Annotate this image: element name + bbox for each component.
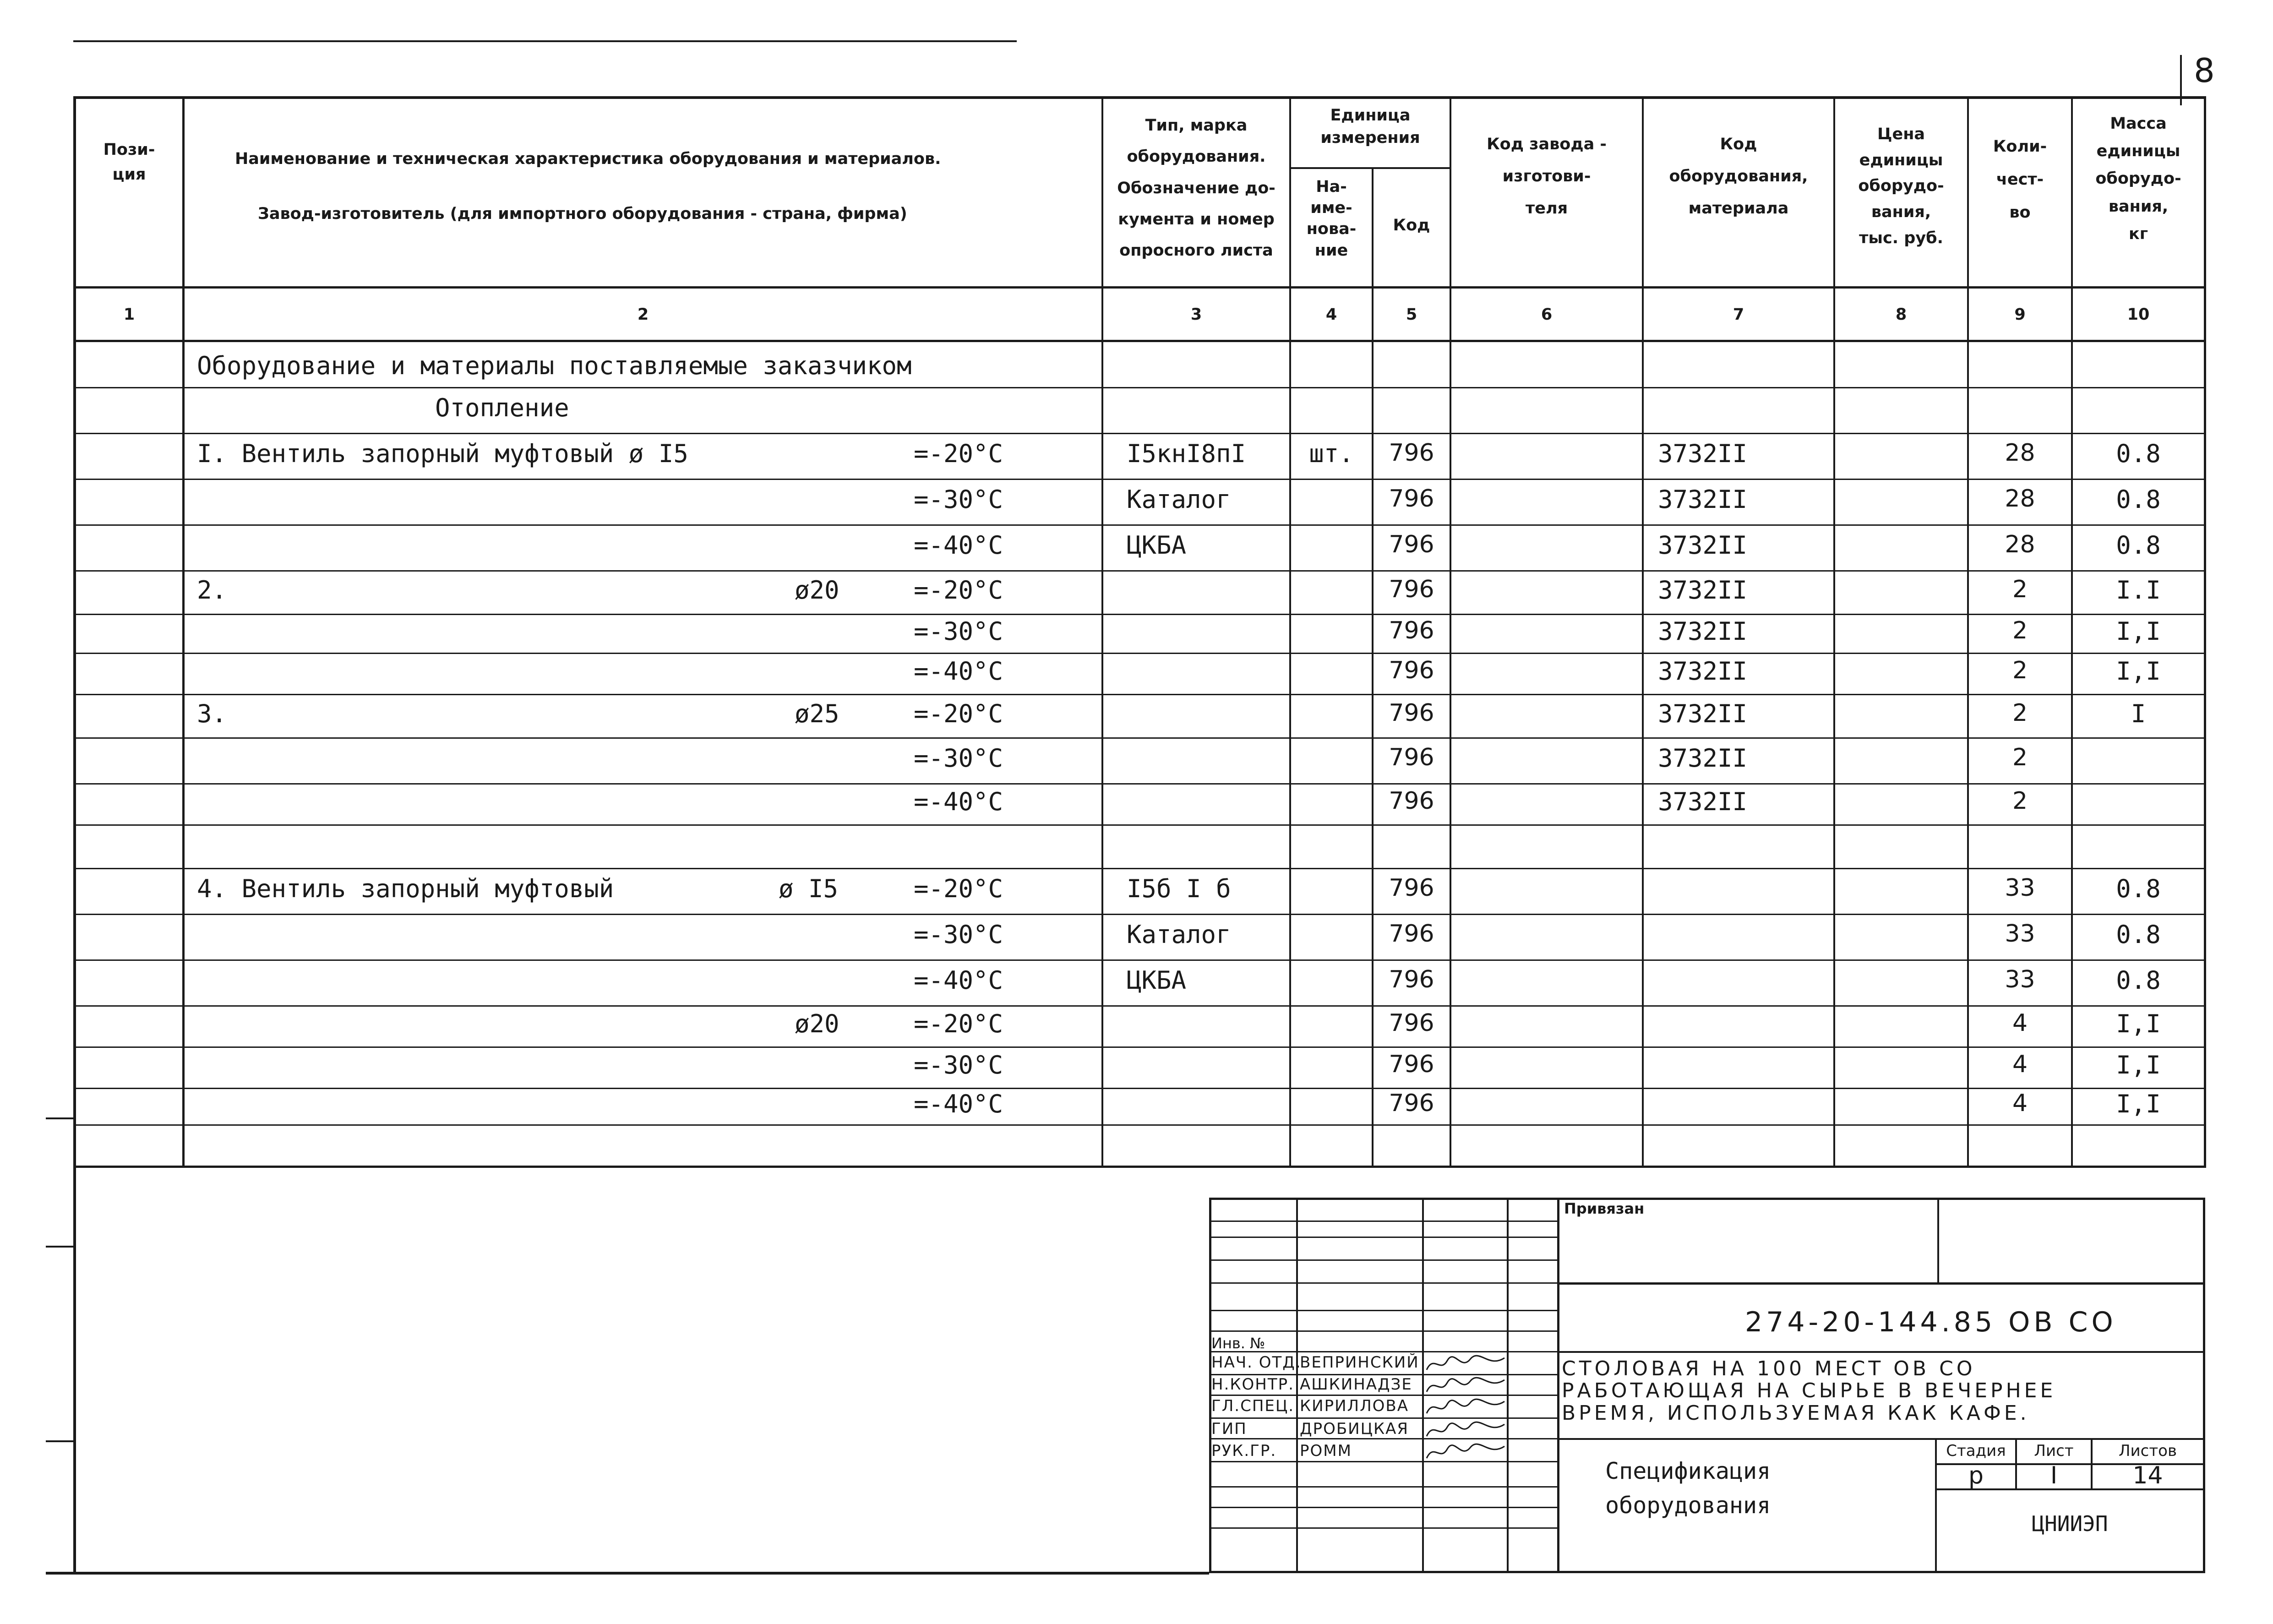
row-quantity: 4 <box>2012 1090 2028 1117</box>
row-unit-code: 796 <box>1389 1051 1434 1078</box>
privyazan-label: Привязан <box>1564 1200 1645 1217</box>
row-type: ЦКБА <box>1127 966 1187 995</box>
header-mass: Масса единицы оборудо- вания, кг <box>2095 114 2181 243</box>
header-position: Пози- ция <box>103 141 155 184</box>
staff-role: НАЧ. ОТД. <box>1211 1353 1302 1372</box>
row-quantity: 4 <box>2012 1051 2028 1078</box>
row-unit-code: 796 <box>1389 1009 1434 1037</box>
row-quantity: 33 <box>2005 920 2035 948</box>
staff-name: ВЕПРИНСКИЙ <box>1300 1353 1419 1372</box>
row-temperature: =-20°C <box>914 576 1003 605</box>
row-diameter: ø20 <box>795 576 839 605</box>
row-quantity: 33 <box>2005 874 2035 902</box>
document-code: 274-20-144.85 ОВ СО <box>1745 1306 2117 1338</box>
header-name-line2: Завод-изготовитель (для импортного оборудования - страна, фирма) <box>258 205 907 223</box>
col-num-10: 10 <box>2127 305 2150 324</box>
col-num-4: 4 <box>1325 305 1337 324</box>
row-temperature: =-20°C <box>914 699 1003 728</box>
row-unit-code: 796 <box>1389 617 1434 644</box>
row-unit-code: 796 <box>1389 966 1434 993</box>
row-temperature: =-30°C <box>914 920 1003 949</box>
row-temperature: =-40°C <box>914 531 1003 560</box>
row-temperature: =-40°C <box>914 1090 1003 1118</box>
signature-mark <box>1424 1441 1507 1464</box>
col-num-7: 7 <box>1733 305 1744 324</box>
row-unit-code: 796 <box>1389 576 1434 603</box>
row-quantity: 28 <box>2005 439 2035 467</box>
row-unit-name: шт. <box>1309 439 1354 468</box>
col-num-3: 3 <box>1190 305 1202 324</box>
row-quantity: 28 <box>2005 485 2035 512</box>
col-num-9: 9 <box>2014 305 2026 324</box>
row-temperature: =-30°C <box>914 485 1003 514</box>
row-name: 4. Вентиль запорный муфтовый <box>197 874 614 903</box>
row-mass: 0.8 <box>2116 966 2161 995</box>
row-unit-code: 796 <box>1389 439 1434 467</box>
row-mass: 0.8 <box>2116 439 2161 468</box>
row-mass: I,I <box>2116 1090 2161 1118</box>
row-name: 2. <box>197 576 227 605</box>
row-quantity: 2 <box>2012 657 2028 684</box>
staff-name: РОММ <box>1300 1442 1352 1460</box>
row-quantity: 2 <box>2012 576 2028 603</box>
row-diameter: ø25 <box>795 699 839 728</box>
row-equipment-code: 3732II <box>1658 744 1748 773</box>
row-unit-code: 796 <box>1389 874 1434 902</box>
sheet-number: 8 <box>2194 51 2215 90</box>
row-equipment-code: 3732II <box>1658 531 1748 560</box>
sheets-value: 14 <box>2132 1462 2163 1489</box>
row-type: I5кнI8пI <box>1127 439 1246 468</box>
row-type: ЦКБА <box>1127 531 1187 560</box>
header-name-line1: Наименование и техническая характеристика оборудования и материалов. <box>235 150 941 168</box>
row-unit-code: 796 <box>1389 657 1434 684</box>
sheet-label: Лист <box>2034 1442 2074 1460</box>
row-equipment-code: 3732II <box>1658 485 1748 514</box>
row-equipment-code: 3732II <box>1658 617 1748 646</box>
signature-mark <box>1424 1374 1507 1397</box>
header-factory-code: Код завода - изготови- теля <box>1487 135 1607 218</box>
organization: ЦНИИЭП <box>2032 1511 2108 1536</box>
staff-name: АШКИНАДЗЕ <box>1300 1375 1412 1394</box>
row-mass: 0.8 <box>2116 920 2161 949</box>
row-diameter: ø I5 <box>779 874 839 903</box>
row-quantity: 33 <box>2005 966 2035 993</box>
signature-mark <box>1424 1396 1507 1419</box>
staff-role: ГЛ.СПЕЦ. <box>1211 1397 1295 1415</box>
header-quantity: Коли- чест- во <box>1993 137 2047 222</box>
signature-mark <box>1424 1352 1507 1375</box>
row-equipment-code: 3732II <box>1658 699 1748 728</box>
row-temperature: =-20°C <box>914 874 1003 903</box>
header-unit-name: На- име- нова- ние <box>1306 178 1357 260</box>
row-mass: I.I <box>2116 576 2161 605</box>
row-quantity: 2 <box>2012 744 2028 771</box>
row-name: Отопление <box>435 393 569 422</box>
row-name: I. Вентиль запорный муфтовый ø I5 <box>197 439 688 468</box>
row-type: Каталог <box>1127 920 1231 949</box>
stage-label: Стадия <box>1946 1442 2006 1460</box>
row-mass: 0.8 <box>2116 485 2161 514</box>
row-temperature: =-40°C <box>914 657 1003 686</box>
row-unit-code: 796 <box>1389 1090 1434 1117</box>
row-unit-code: 796 <box>1389 699 1434 727</box>
row-quantity: 2 <box>2012 617 2028 644</box>
staff-name: ДРОБИЦКАЯ <box>1300 1420 1409 1438</box>
sheet-value: I <box>2050 1462 2058 1489</box>
row-mass: 0.8 <box>2116 874 2161 903</box>
col-num-8: 8 <box>1895 305 1907 324</box>
row-temperature: =-40°C <box>914 787 1003 816</box>
staff-role: ГИП <box>1211 1420 1247 1438</box>
row-mass: I,I <box>2116 617 2161 646</box>
row-equipment-code: 3732II <box>1658 439 1748 468</box>
row-equipment-code: 3732II <box>1658 657 1748 686</box>
row-quantity: 4 <box>2012 1009 2028 1037</box>
row-type: Каталог <box>1127 485 1231 514</box>
row-temperature: =-20°C <box>914 439 1003 468</box>
header-type: Тип, марка оборудования. Обозначение до- кумента и номер опросного листа <box>1117 116 1275 260</box>
header-unit-group: Единица измерения <box>1320 106 1420 147</box>
row-temperature: =-40°C <box>914 966 1003 995</box>
row-temperature: =-30°C <box>914 617 1003 646</box>
row-mass: I,I <box>2116 1051 2161 1079</box>
row-type: I5б I б <box>1127 874 1231 903</box>
col-num-2: 2 <box>637 305 649 324</box>
row-mass: I,I <box>2116 1009 2161 1038</box>
staff-role: Н.КОНТР. <box>1211 1375 1294 1394</box>
row-unit-code: 796 <box>1389 744 1434 771</box>
sheet-title: Спецификация оборудования <box>1605 1458 1771 1519</box>
row-equipment-code: 3732II <box>1658 787 1748 816</box>
col-num-6: 6 <box>1541 305 1553 324</box>
col-num-1: 1 <box>123 305 135 324</box>
row-quantity: 2 <box>2012 787 2028 815</box>
stage-value: р <box>1968 1462 1984 1489</box>
sheets-label: Листов <box>2118 1442 2177 1460</box>
row-name: 3. <box>197 699 227 728</box>
row-unit-code: 796 <box>1389 485 1434 512</box>
staff-role: РУК.ГР. <box>1211 1442 1277 1460</box>
inventory-label: Инв. № <box>1211 1335 1265 1352</box>
row-unit-code: 796 <box>1389 920 1434 948</box>
row-temperature: =-20°C <box>914 1009 1003 1038</box>
project-title: СТОЛОВАЯ НА 100 МЕСТ ОВ СО РАБОТАЮЩАЯ НА СЫРЬЕ В ВЕЧЕРНЕЕ ВРЕМЯ, ИСПОЛЬЗУЕМАЯ КАК КАФЕ. <box>1562 1357 2056 1425</box>
row-mass: I <box>2131 699 2146 728</box>
row-quantity: 2 <box>2012 699 2028 727</box>
staff-name: КИРИЛЛОВА <box>1300 1397 1409 1415</box>
row-diameter: ø20 <box>795 1009 839 1038</box>
row-equipment-code: 3732II <box>1658 576 1748 605</box>
signature-mark <box>1424 1419 1507 1442</box>
row-unit-code: 796 <box>1389 531 1434 558</box>
row-temperature: =-30°C <box>914 1051 1003 1079</box>
header-equipment-code: Код оборудования, материала <box>1669 135 1808 218</box>
header-price: Цена единицы оборудо- вания, тыс. руб. <box>1858 125 1944 247</box>
row-temperature: =-30°C <box>914 744 1003 773</box>
row-unit-code: 796 <box>1389 787 1434 815</box>
row-name: Оборудование и материалы поставляемые заказчиком <box>197 351 912 380</box>
col-num-5: 5 <box>1406 305 1417 324</box>
header-unit-code: Код <box>1393 216 1430 234</box>
row-quantity: 28 <box>2005 531 2035 558</box>
row-mass: 0.8 <box>2116 531 2161 560</box>
row-mass: I,I <box>2116 657 2161 686</box>
